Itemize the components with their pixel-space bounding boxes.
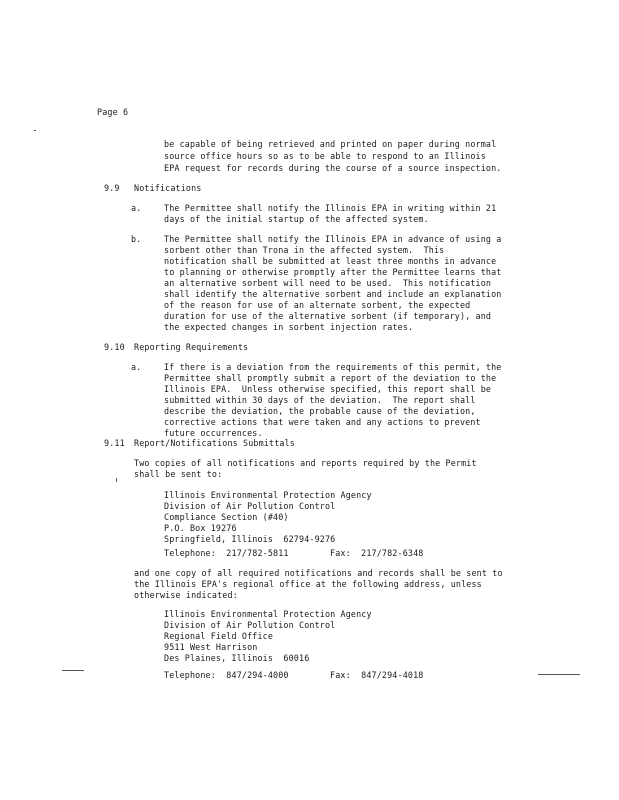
section-title: Report/Notifications Submittals (134, 438, 295, 448)
text-line: source office hours so as to be able to respond to an Illinois (164, 151, 486, 161)
text-line: If there is a deviation from the requirements of this permit, the (164, 362, 502, 372)
text-line: future occurrences. (164, 428, 263, 438)
section-title: Reporting Requirements (134, 342, 249, 352)
fax-number: Fax: 217/782-6348 (330, 548, 424, 558)
scan-speck (34, 130, 36, 131)
text-line: Permittee shall promptly submit a report of the deviation to the (164, 373, 497, 383)
text-line: the Illinois EPA's regional office at the following address, unless (134, 579, 482, 589)
item-letter: a. (131, 362, 142, 372)
section-number: 9.10 (104, 342, 125, 352)
text-line: to planning or otherwise promptly after the Permittee learns that (164, 267, 502, 277)
section-title: Notifications (134, 183, 202, 193)
text-line: and one copy of all required notifications and records shall be sent to (134, 568, 503, 578)
scan-speck (538, 674, 580, 675)
text-line: shall identify the alternative sorbent and include an explanation (164, 289, 502, 299)
text-line: The Permittee shall notify the Illinois EPA in writing within 21 (164, 203, 497, 213)
text-line: the expected changes in sorbent injection rates. (164, 322, 414, 332)
fax-number: Fax: 847/294-4018 (330, 670, 424, 680)
text-line: otherwise indicated: (134, 590, 238, 600)
address-line: Regional Field Office (164, 631, 274, 641)
text-line: submitted within 30 days of the deviation. The report shall (164, 395, 476, 405)
telephone-number: Telephone: 217/782-5811 (164, 548, 289, 558)
text-line: an alternative sorbent will need to be used. This notification (164, 278, 492, 288)
address-line: Illinois Environmental Protection Agency (164, 490, 372, 500)
text-line: of the reason for use of an alternate sorbent, the expected (164, 300, 471, 310)
section-number: 9.9 (104, 183, 120, 193)
text-line: duration for use of the alternative sorbent (if temporary), and (164, 311, 492, 321)
address-line: Des Plaines, Illinois 60016 (164, 653, 310, 663)
scan-speck (116, 478, 117, 482)
address-line: Compliance Section (#40) (164, 512, 289, 522)
address-line: Division of Air Pollution Control (164, 501, 336, 511)
text-line: Illinois EPA. Unless otherwise specified, this report shall be (164, 384, 492, 394)
item-letter: b. (131, 234, 142, 244)
text-line: Two copies of all notifications and reports required by the Permit (134, 458, 477, 468)
address-line: Springfield, Illinois 62794-9276 (164, 534, 336, 544)
telephone-number: Telephone: 847/294-4000 (164, 670, 289, 680)
text-line: days of the initial startup of the affected system. (164, 214, 429, 224)
item-letter: a. (131, 203, 142, 213)
text-line: corrective actions that were taken and any actions to prevent (164, 417, 481, 427)
address-line: P.O. Box 19276 (164, 523, 237, 533)
page-number: Page 6 (97, 107, 129, 117)
text-line: describe the deviation, the probable cause of the deviation, (164, 406, 476, 416)
text-line: notification shall be submitted at least three months in advance (164, 256, 497, 266)
text-line: The Permittee shall notify the Illinois EPA in advance of using a (164, 234, 502, 244)
text-line: be capable of being retrieved and printed on paper during normal (164, 139, 497, 149)
text-line: sorbent other than Trona in the affected system. This (164, 245, 445, 255)
text-line: shall be sent to: (134, 469, 223, 479)
address-line: 9511 West Harrison (164, 642, 258, 652)
scan-speck (62, 670, 84, 671)
text-line: EPA request for records during the course of a source inspection. (164, 163, 502, 173)
address-line: Division of Air Pollution Control (164, 620, 336, 630)
section-number: 9.11 (104, 438, 125, 448)
address-line: Illinois Environmental Protection Agency (164, 609, 372, 619)
